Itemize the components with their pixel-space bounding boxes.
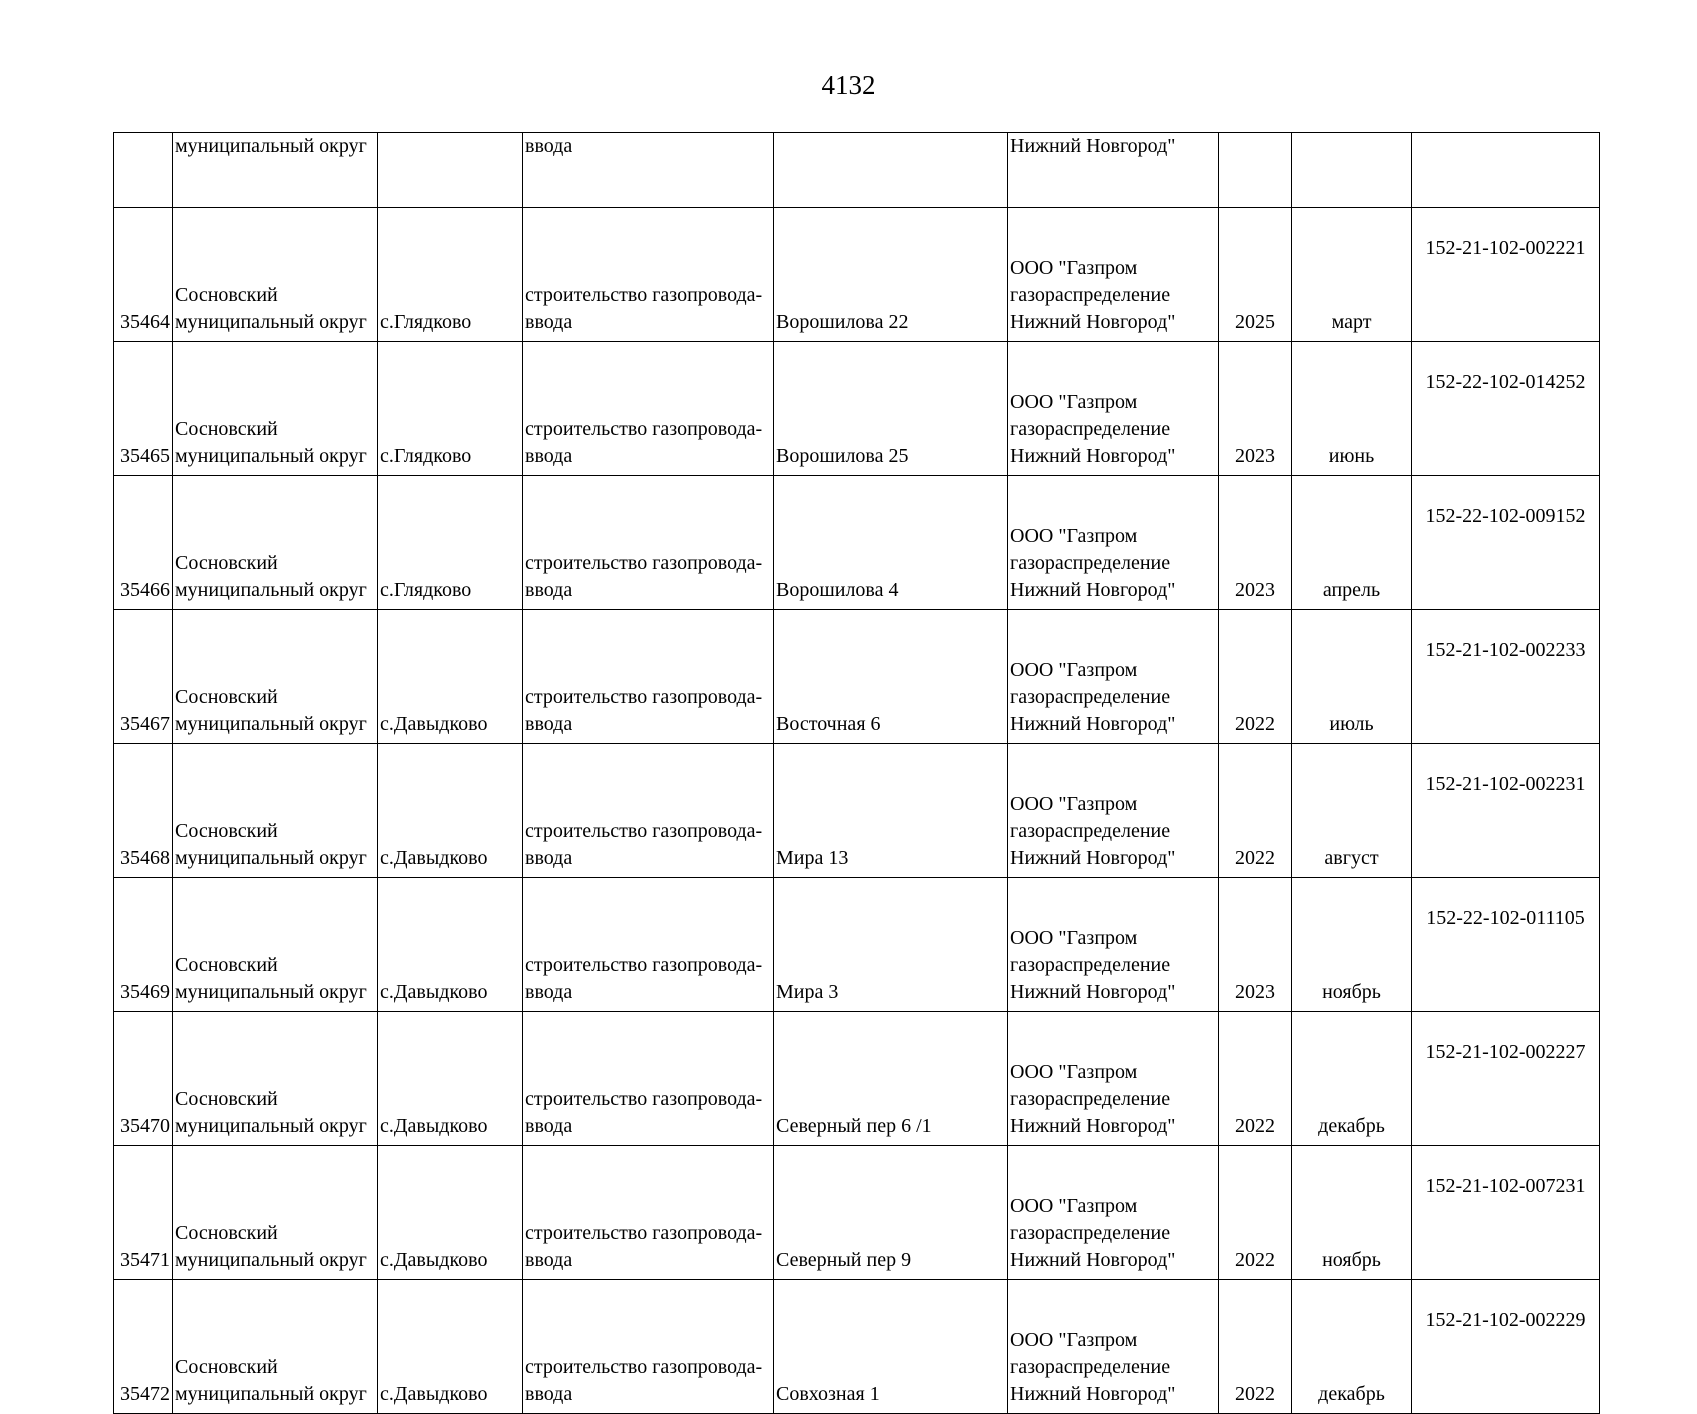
contractor-line-3: Нижний Новгород" [1010,1249,1176,1271]
work-line-2: ввода [525,1115,573,1137]
district-cell [173,1012,378,1146]
year-cell [1219,133,1292,208]
work-line-1: строительство газопровода- [525,1088,763,1110]
continuation-row [114,133,1600,208]
work-cell [523,878,774,1012]
contractor-line-2: газораспределение [1010,418,1171,440]
row-number: 35469 [114,878,173,1012]
work-line-1: строительство газопровода- [525,284,763,306]
work-cell: ввода [523,133,774,208]
work-line-2: ввода [525,579,573,601]
contractor-line-3: Нижний Новгород" [1010,311,1176,333]
table-row [114,208,1600,342]
district-name: Сосновский [175,686,278,708]
contractor-line-2: газораспределение [1010,284,1171,306]
contractor-line-1: ООО "Газпром [1010,525,1138,547]
work-cell [523,1280,774,1414]
contractor-line-1: ООО "Газпром [1010,927,1138,949]
work-cell [523,208,774,342]
year-cell: 2023 [1219,342,1292,476]
month-cell: ноябрь [1292,878,1412,1012]
year-cell: 2022 [1219,1012,1292,1146]
district-name: Сосновский [175,1356,278,1378]
registry-table [113,132,1600,1414]
work-line-1: строительство газопровода- [525,954,763,976]
row-number: 35467 [114,610,173,744]
contractor-cell: Нижний Новгород" [1008,133,1219,208]
work-cell [523,342,774,476]
contractor-line-1: ООО "Газпром [1010,1061,1138,1083]
contractor-line-1: ООО "Газпром [1010,659,1138,681]
work-line-2: ввода [525,847,573,869]
district-cell [173,610,378,744]
work-line-1: строительство газопровода- [525,686,763,708]
work-line-1: строительство газопровода- [525,418,763,440]
row-number [114,133,173,208]
contractor-cell [1008,1012,1219,1146]
address-cell: Мира 13 [774,744,1008,878]
settlement-cell: с.Давыдково [378,744,523,878]
month-cell: декабрь [1292,1012,1412,1146]
district-type: муниципальный округ [175,445,367,467]
work-line-1: строительство газопровода- [525,820,763,842]
page-number: 4132 [821,70,876,100]
address-cell: Ворошилова 22 [774,208,1008,342]
contractor-line-1: ООО "Газпром [1010,1195,1138,1217]
month-cell: декабрь [1292,1280,1412,1414]
row-number: 35472 [114,1280,173,1414]
month-cell: август [1292,744,1412,878]
month-cell: апрель [1292,476,1412,610]
district-name: Сосновский [175,284,278,306]
contractor-cell [1008,476,1219,610]
contractor-line-3: Нижний Новгород" [1010,579,1176,601]
settlement-cell: с.Давыдково [378,1146,523,1280]
contractor-line-2: газораспределение [1010,686,1171,708]
code-cell: 152-21-102-002221 [1412,208,1600,342]
row-number: 35468 [114,744,173,878]
contractor-cell [1008,610,1219,744]
district-type: муниципальный округ [175,1383,367,1405]
table-row [114,476,1600,610]
row-number: 35464 [114,208,173,342]
code-cell: 152-22-102-011105 [1412,878,1600,1012]
district-cell [173,878,378,1012]
code-cell: 152-21-102-002229 [1412,1280,1600,1414]
month-cell: июнь [1292,342,1412,476]
month-cell [1292,133,1412,208]
work-line-2: ввода [525,981,573,1003]
code-cell: 152-21-102-007231 [1412,1146,1600,1280]
code-cell [1412,133,1600,208]
month-cell: ноябрь [1292,1146,1412,1280]
district-cell [173,208,378,342]
district-name: Сосновский [175,1222,278,1244]
contractor-line-3: Нижний Новгород" [1010,1383,1176,1405]
contractor-cell [1008,208,1219,342]
table-row [114,1012,1600,1146]
row-number: 35465 [114,342,173,476]
district-type: муниципальный округ [175,981,367,1003]
work-line-1: строительство газопровода- [525,552,763,574]
year-cell: 2023 [1219,878,1292,1012]
district-name: Сосновский [175,552,278,574]
year-cell: 2022 [1219,744,1292,878]
contractor-line-2: газораспределение [1010,552,1171,574]
work-line-2: ввода [525,1249,573,1271]
contractor-line-1: ООО "Газпром [1010,391,1138,413]
contractor-line-2: газораспределение [1010,954,1171,976]
settlement-cell: с.Глядково [378,208,523,342]
contractor-line-3: Нижний Новгород" [1010,1115,1176,1137]
work-line-1: строительство газопровода- [525,1356,763,1378]
settlement-cell: с.Давыдково [378,878,523,1012]
district-name: Сосновский [175,418,278,440]
work-cell [523,1146,774,1280]
contractor-line-2: газораспределение [1010,1356,1171,1378]
address-cell: Ворошилова 4 [774,476,1008,610]
code-cell: 152-22-102-009152 [1412,476,1600,610]
year-cell: 2023 [1219,476,1292,610]
contractor-line-3: Нижний Новгород" [1010,445,1176,467]
contractor-line-1: ООО "Газпром [1010,793,1138,815]
table-row [114,1280,1600,1414]
work-cell [523,610,774,744]
table-row [114,610,1600,744]
contractor-line-2: газораспределение [1010,1222,1171,1244]
contractor-line-1: ООО "Газпром [1010,1329,1138,1351]
contractor-line-2: газораспределение [1010,1088,1171,1110]
district-type: муниципальный округ [175,579,367,601]
district-type: муниципальный округ [175,1115,367,1137]
district-cell [173,1146,378,1280]
contractor-cell [1008,1146,1219,1280]
district-name: Сосновский [175,1088,278,1110]
address-cell: Восточная 6 [774,610,1008,744]
district-type: муниципальный округ [175,713,367,735]
district-cell [173,744,378,878]
address-cell: Мира 3 [774,878,1008,1012]
table-row [114,744,1600,878]
district-cell [173,342,378,476]
year-cell: 2025 [1219,208,1292,342]
work-cell [523,476,774,610]
work-cell [523,744,774,878]
district-cell [173,476,378,610]
work-line-2: ввода [525,311,573,333]
district-cell [173,1280,378,1414]
contractor-cell [1008,878,1219,1012]
contractor-cell [1008,1280,1219,1414]
code-cell: 152-22-102-014252 [1412,342,1600,476]
work-line-2: ввода [525,1383,573,1405]
contractor-line-3: Нижний Новгород" [1010,847,1176,869]
district-cell: муниципальный округ [173,133,378,208]
work-cell [523,1012,774,1146]
table-row [114,878,1600,1012]
work-line-2: ввода [525,713,573,735]
settlement-cell: с.Глядково [378,342,523,476]
district-name: Сосновский [175,820,278,842]
month-cell: март [1292,208,1412,342]
address-cell: Северный пер 6 /1 [774,1012,1008,1146]
address-cell [774,133,1008,208]
district-type: муниципальный округ [175,311,367,333]
year-cell: 2022 [1219,1280,1292,1414]
row-number: 35471 [114,1146,173,1280]
year-cell: 2022 [1219,610,1292,744]
row-number: 35470 [114,1012,173,1146]
contractor-line-3: Нижний Новгород" [1010,713,1176,735]
contractor-line-3: Нижний Новгород" [1010,981,1176,1003]
settlement-cell: с.Давыдково [378,1280,523,1414]
district-type: муниципальный округ [175,847,367,869]
contractor-line-1: ООО "Газпром [1010,257,1138,279]
district-name: Сосновский [175,954,278,976]
address-cell: Совхозная 1 [774,1280,1008,1414]
table-row [114,1146,1600,1280]
month-cell: июль [1292,610,1412,744]
code-cell: 152-21-102-002227 [1412,1012,1600,1146]
year-cell: 2022 [1219,1146,1292,1280]
code-cell: 152-21-102-002231 [1412,744,1600,878]
district-type: муниципальный округ [175,1249,367,1271]
contractor-line-2: газораспределение [1010,820,1171,842]
row-number: 35466 [114,476,173,610]
work-line-2: ввода [525,445,573,467]
settlement-cell [378,133,523,208]
settlement-cell: с.Глядково [378,476,523,610]
work-line-1: строительство газопровода- [525,1222,763,1244]
address-cell: Ворошилова 25 [774,342,1008,476]
table-row [114,342,1600,476]
contractor-cell [1008,342,1219,476]
settlement-cell: с.Давыдково [378,610,523,744]
contractor-cell [1008,744,1219,878]
code-cell: 152-21-102-002233 [1412,610,1600,744]
settlement-cell: с.Давыдково [378,1012,523,1146]
address-cell: Северный пер 9 [774,1146,1008,1280]
